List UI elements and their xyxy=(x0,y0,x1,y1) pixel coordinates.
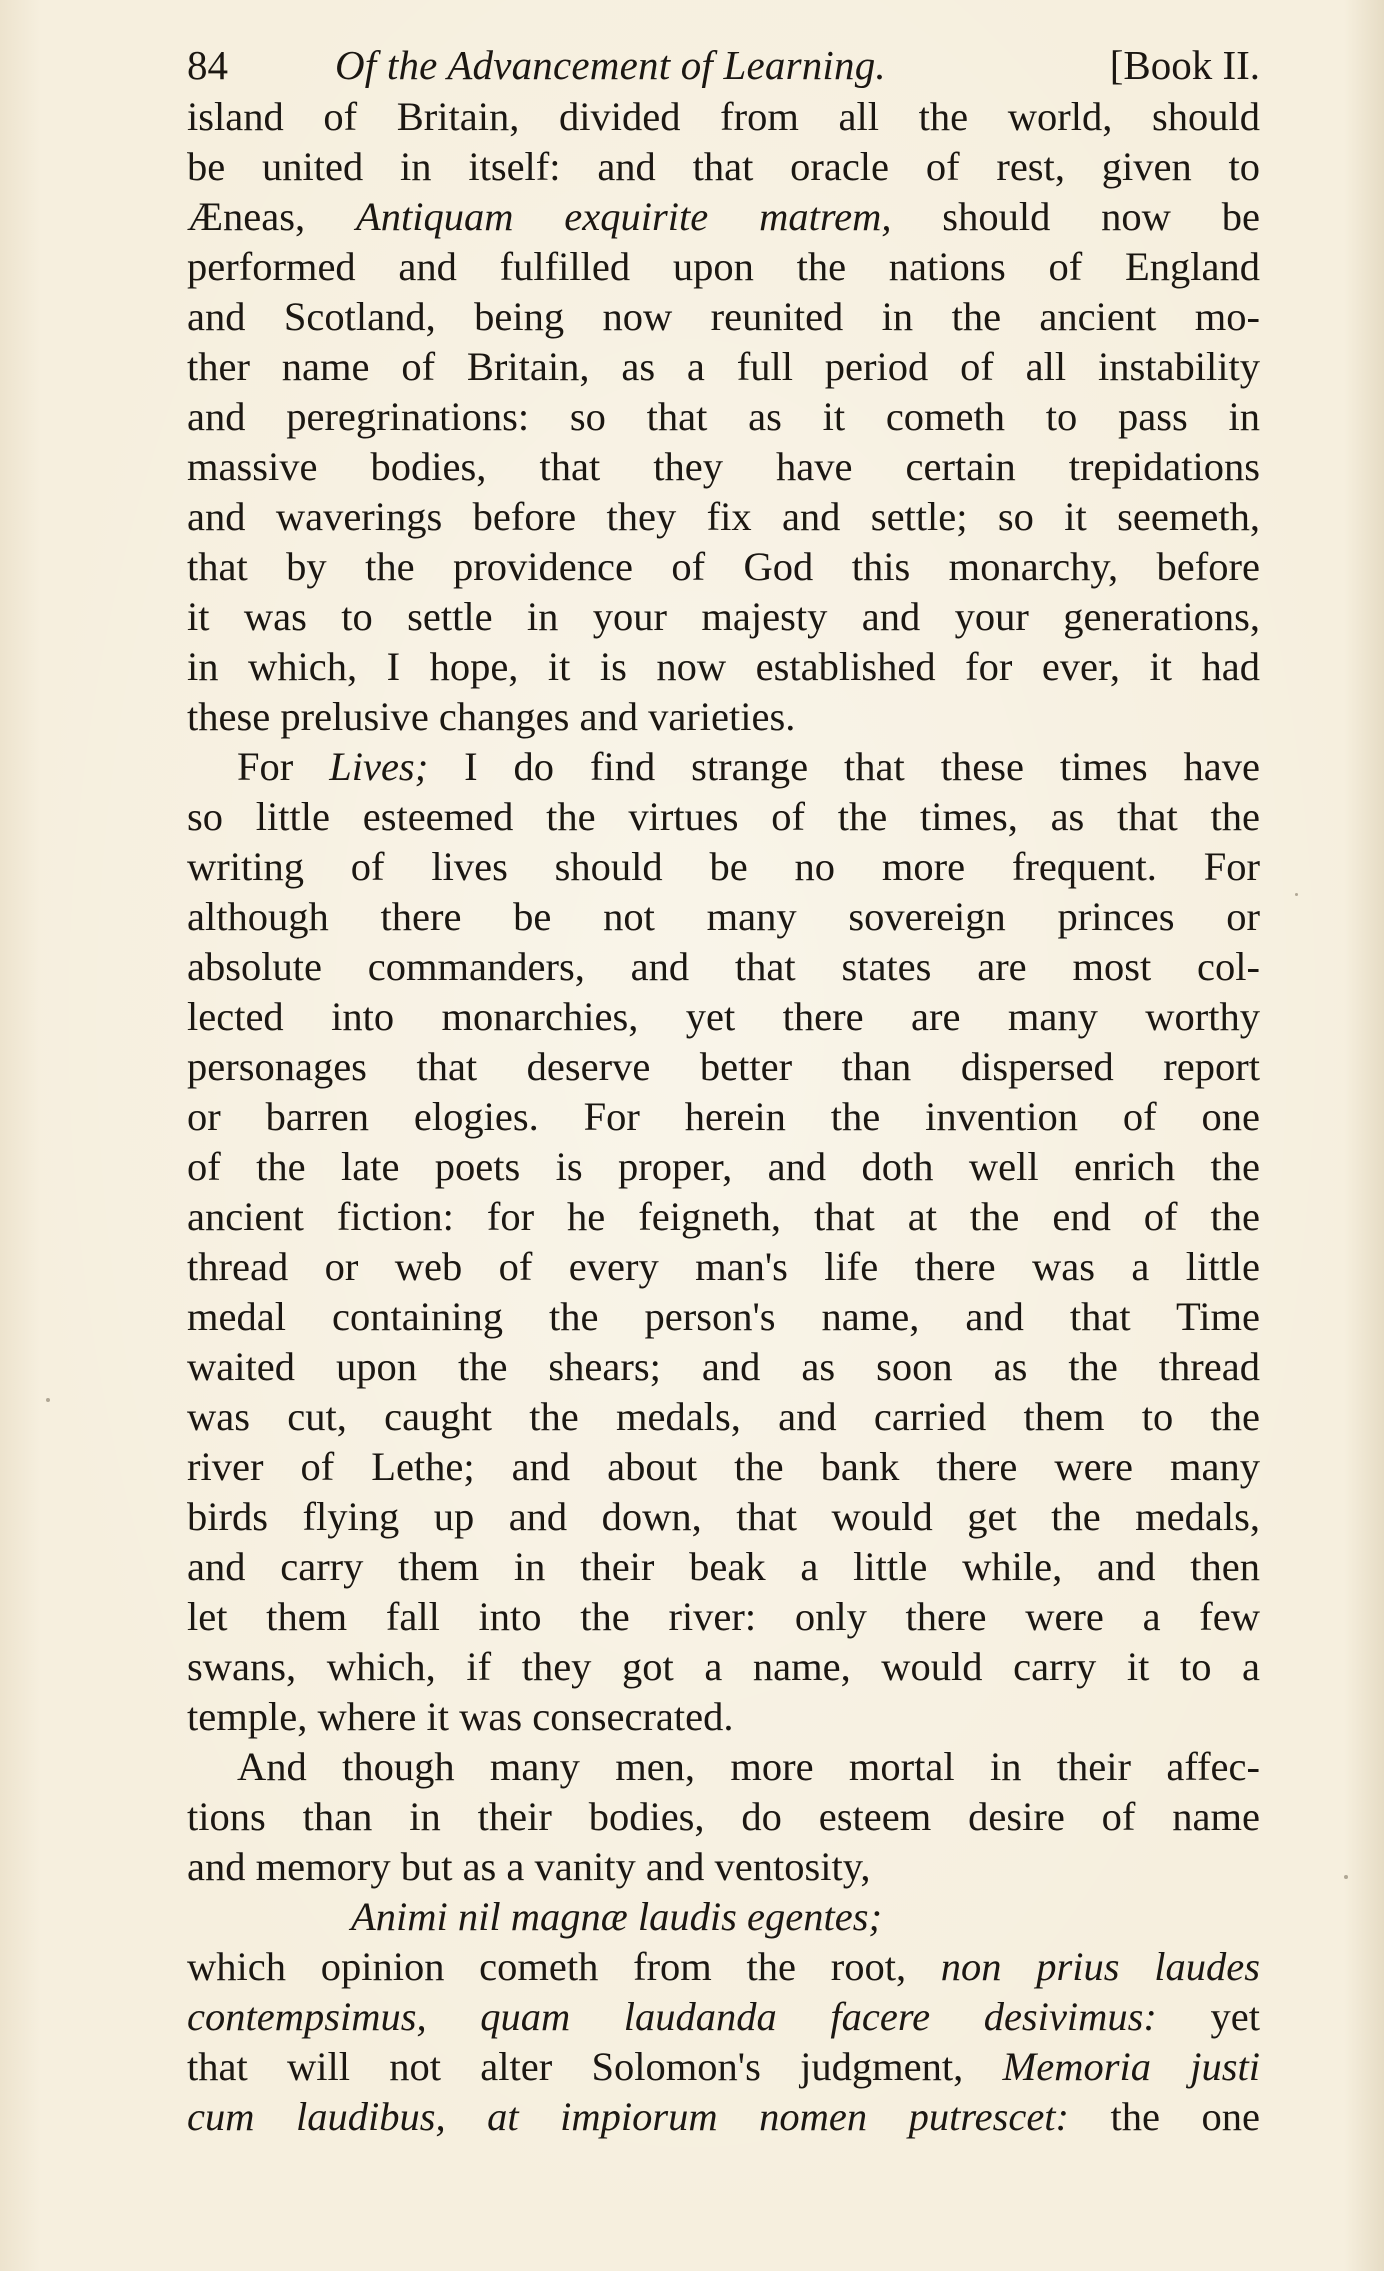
text-line: medal containing the person's name, and that Time xyxy=(187,1294,1260,1339)
text-line: lected into monarchies, yet there are many worthy xyxy=(187,994,1260,1039)
text-line: massive bodies, that they have certain trepidations xyxy=(187,444,1260,489)
page-number: 84 xyxy=(187,42,228,88)
text-line: be united in itself: and that oracle of rest, given to xyxy=(187,144,1260,189)
text-line: thread or web of every man's life there was a little xyxy=(187,1244,1260,1289)
text-line: swans, which, if they got a name, would carry it to a xyxy=(187,1644,1260,1689)
running-title: Of the Advancement of Learning. xyxy=(335,42,886,88)
page-text-block xyxy=(187,40,1260,2142)
paragraph-end-line: temple, where it was consecrated. xyxy=(187,1694,734,1739)
text-line: ther name of Britain, as a full period of all instability xyxy=(187,344,1260,389)
paper-speck xyxy=(1295,893,1298,896)
paper-speck xyxy=(46,1398,50,1402)
text-line: and Scotland, being now reunited in the ancient mo- xyxy=(187,294,1260,339)
text-line: and peregrinations: so that as it cometh to pass in xyxy=(187,394,1260,439)
running-header xyxy=(187,40,1260,90)
text-line: river of Lethe; and about the bank there were many xyxy=(187,1444,1260,1489)
text-line: personages that deserve better than dispersed report xyxy=(187,1044,1260,1089)
text-line: that by the providence of God this monarchy, before xyxy=(187,544,1260,589)
text-line: or barren elogies. For herein the invention of one xyxy=(187,1094,1260,1139)
text-line: contempsimus, quam laudanda facere desivimus: yet xyxy=(187,1994,1260,2039)
paragraph-start-line: For Lives; I do find strange that these times have xyxy=(237,744,1260,789)
text-line: absolute commanders, and that states are most col- xyxy=(187,944,1260,989)
paper-speck xyxy=(1344,1875,1348,1879)
text-line: waited upon the shears; and as soon as the thread xyxy=(187,1344,1260,1389)
book-label: [Book II. xyxy=(1109,42,1260,88)
text-line: tions than in their bodies, do esteem desire of name xyxy=(187,1794,1260,1839)
text-line: island of Britain, divided from all the world, should xyxy=(187,94,1260,139)
text-line: birds flying up and down, that would get the medals, xyxy=(187,1494,1260,1539)
text-line: and carry them in their beak a little while, and then xyxy=(187,1544,1260,1589)
text-line: and memory but as a vanity and ventosity, xyxy=(187,1844,871,1889)
text-line: which opinion cometh from the root, non prius laudes xyxy=(187,1944,1260,1989)
paragraph-start-line: And though many men, more mortal in their affec- xyxy=(237,1744,1260,1789)
text-line: so little esteemed the virtues of the times, as that the xyxy=(187,794,1260,839)
text-line: it was to settle in your majesty and your generations, xyxy=(187,594,1260,639)
text-line: of the late poets is proper, and doth well enrich the xyxy=(187,1144,1260,1189)
text-line: cum laudibus, at impiorum nomen putrescet: the one xyxy=(187,2094,1260,2139)
text-line: performed and fulfilled upon the nations of England xyxy=(187,244,1260,289)
text-line: writing of lives should be no more frequent. For xyxy=(187,844,1260,889)
text-line: although there be not many sovereign princes or xyxy=(187,894,1260,939)
verse-quotation: Animi nil magnæ laudis egentes; xyxy=(351,1894,882,1939)
text-line: was cut, caught the medals, and carried them to the xyxy=(187,1394,1260,1439)
text-line: that will not alter Solomon's judgment, Memoria justi xyxy=(187,2044,1260,2089)
text-line: and waverings before they fix and settle; so it seemeth, xyxy=(187,494,1260,539)
text-line: Æneas, Antiquam exquirite matrem, should now be xyxy=(187,194,1260,239)
paragraph-end-line: these prelusive changes and varieties. xyxy=(187,694,796,739)
text-line: ancient fiction: for he feigneth, that at the end of the xyxy=(187,1194,1260,1239)
text-line: let them fall into the river: only there were a few xyxy=(187,1594,1260,1639)
text-line: in which, I hope, it is now established for ever, it had xyxy=(187,644,1260,689)
